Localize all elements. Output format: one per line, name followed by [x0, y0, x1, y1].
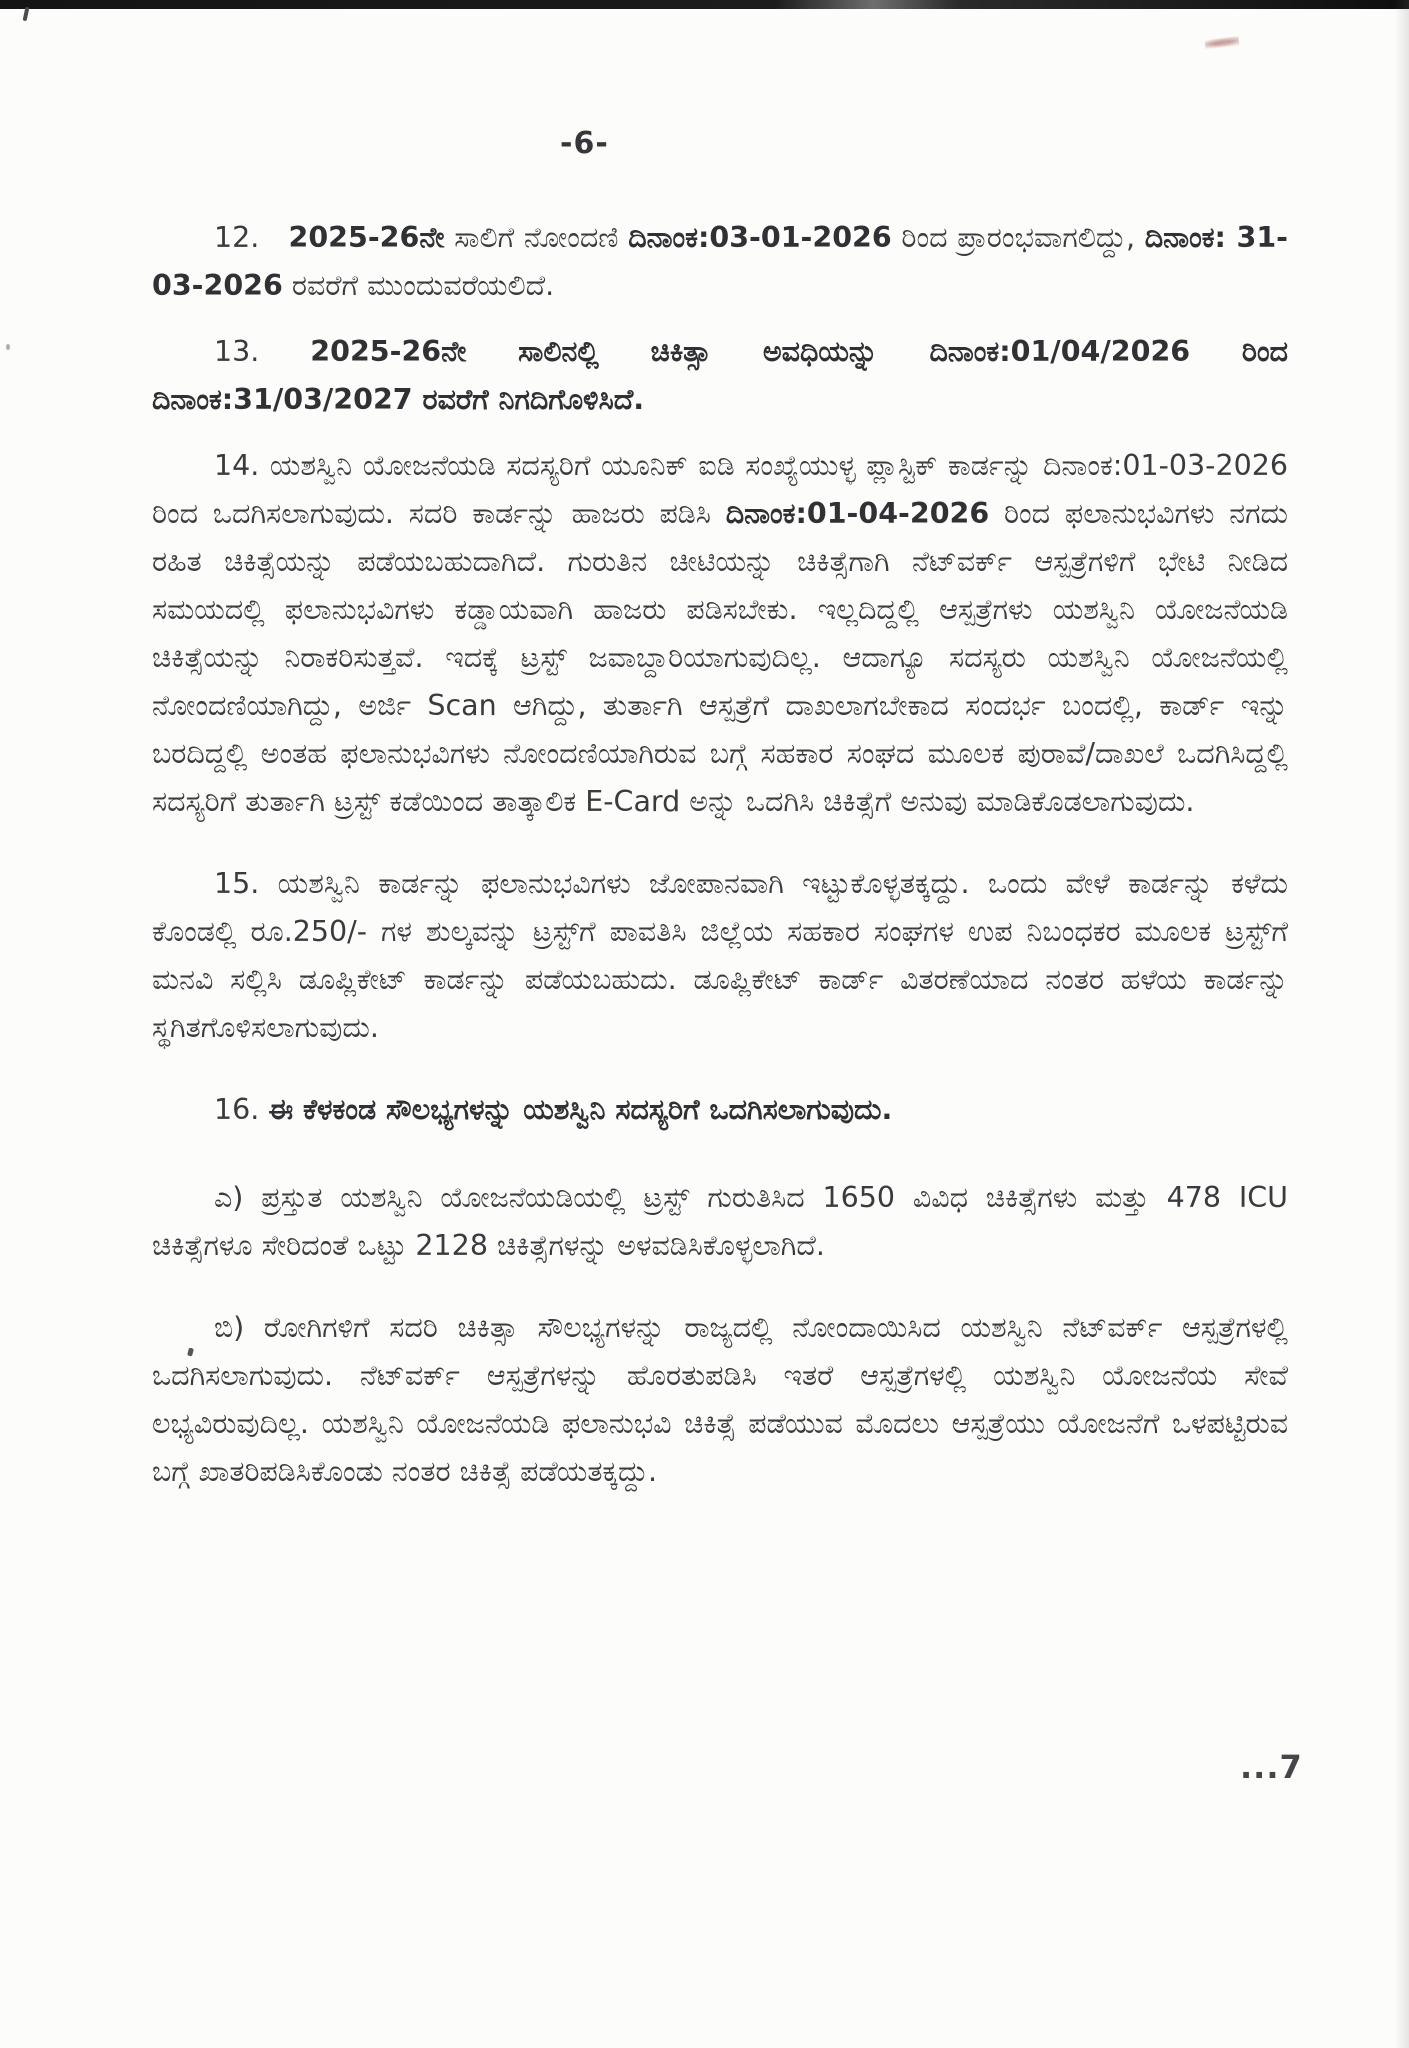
- paragraph-12-number: 12.: [214, 221, 260, 254]
- list-item-a: [152, 1174, 1288, 1270]
- paragraph-12-text: ರಿಂದ ಪ್ರಾರಂಭವಾಗಲಿದ್ದು,: [891, 221, 1145, 254]
- registration-end-date: ದಿನಾಂಕ: 31-03-2026: [152, 221, 1289, 302]
- list-item-b: [152, 1304, 1288, 1496]
- paragraph-12-text: ಸಾಲಿಗೆ ನೋಂದಣಿ: [444, 221, 629, 254]
- ink-smudge-artifact: [1205, 36, 1240, 49]
- paragraph-16-number: 16.: [214, 1093, 260, 1126]
- registration-start-date: ದಿನಾಂಕ:03-01-2026: [628, 221, 892, 254]
- margin-speck-artifact: [6, 344, 10, 350]
- paragraph-16-heading: [152, 1086, 1288, 1134]
- document-body: [152, 214, 1288, 1514]
- paragraph-12-text: ರವರೆಗೆ ಮುಂದುವರೆಯಲಿದೆ.: [282, 269, 555, 302]
- paragraph-12-year: 2025-26ನೇ: [288, 221, 445, 254]
- scanner-edge-artifact: [0, 0, 1409, 9]
- list-item-b-text: ಬಿ) ರೋಗಿಗಳಿಗೆ ಸದರಿ ಚಿಕಿತ್ಸಾ ಸೌಲಭ್ಯಗಳನ್ನು ರಾಜ್ಯದಲ್ಲಿ ನೋಂದಾಯಿಸಿದ ಯಶಸ್ವಿನಿ ನೆಟ್‌ವರ್ಕ್ ಆಸ್ಪತ್ರೆಗಳಲ್ಲಿ ಒದಗಿಸಲಾಗುವುದು. ನೆಟ್‌ವರ್ಕ್ ಆಸ್ಪತ್ರೆಗಳನ್ನು ಹೊರತುಪಡಿಸಿ ಇತರೆ ಆಸ್ಪತ್ರೆಗಳಲ್ಲಿ ಯಶಸ್ವಿನಿ ಯೋಜನೆಯ ಸೇವೆ ಲಭ್ಯವಿರುವುದಿಲ್ಲ. ಯಶಸ್ವಿನಿ ಯೋಜನೆಯಡಿ ಫಲಾನುಭವಿ ಚಿಕಿತ್ಸೆ ಪಡೆಯುವ ಮೊದಲು ಆಸ್ಪತ್ರೆಯು ಯೋಜನೆಗೆ ಒಳಪಟ್ಟಿರುವ ಬಗ್ಗೆ ಖಾತರಿಪಡಿಸಿಕೊಂಡು ನಂತರ ಚಿಕಿತ್ಸೆ ಪಡೆಯತಕ್ಕದ್ದು.: [152, 1311, 1288, 1488]
- list-item-a-text: ಎ) ಪ್ರಸ್ತುತ ಯಶಸ್ವಿನಿ ಯೋಜನೆಯಡಿಯಲ್ಲಿ ಟ್ರಸ್ಟ್ ಗುರುತಿಸಿದ 1650 ವಿವಿಧ ಚಿಕಿತ್ಸೆಗಳು ಮತ್ತು 478 ICU ಚಿಕಿತ್ಸೆಗಳೂ ಸೇರಿದಂತೆ ಒಟ್ಟು 2128 ಚಿಕಿತ್ಸೆಗಳನ್ನು ಅಳವಡಿಸಿಕೊಳ್ಳಲಾಗಿದೆ.: [152, 1181, 1288, 1262]
- paragraph-15-text: 15. ಯಶಸ್ವಿನಿ ಕಾರ್ಡನ್ನು ಫಲಾನುಭವಿಗಳು ಜೋಪಾನವಾಗಿ ಇಟ್ಟುಕೊಳ್ಳತಕ್ಕದ್ದು. ಒಂದು ವೇಳೆ ಕಾರ್ಡನ್ನು ಕಳೆದು ಕೊಂಡಲ್ಲಿ ರೂ.250/- ಗಳ ಶುಲ್ಕವನ್ನು ಟ್ರಸ್ಟ್‌ಗೆ ಪಾವತಿಸಿ ಜಿಲ್ಲೆಯ ಸಹಕಾರ ಸಂಘಗಳ ಉಪ ನಿಬಂಧಕರ ಮೂಲಕ ಟ್ರಸ್ಟ್‌ಗೆ ಮನವಿ ಸಲ್ಲಿಸಿ ಡೂಪ್ಲಿಕೇಟ್ ಕಾರ್ಡನ್ನು ಪಡೆಯಬಹುದು. ಡೂಪ್ಲಿಕೇಟ್ ಕಾರ್ಡ್ ವಿತರಣೆಯಾದ ನಂತರ ಹಳೆಯ ಕಾರ್ಡನ್ನು ಸ್ಥಗಿತಗೊಳಿಸಲಾಗುವುದು.: [152, 867, 1288, 1044]
- paragraph-15: [152, 860, 1288, 1052]
- paragraph-14-text: 14. ಯಶಸ್ವಿನಿ ಯೋಜನೆಯಡಿ ಸದಸ್ಯರಿಗೆ ಯೂನಿಕ್ ಐಡಿ ಸಂಖ್ಯೆಯುಳ್ಳ ಪ್ಲಾಸ್ಟಿಕ್ ಕಾರ್ಡನ್ನು ದಿನಾಂಕ:01-03-2026 ರಿಂದ ಒದಗಿಸಲಾಗುವುದು. ಸದರಿ ಕಾರ್ಡನ್ನು ಹಾಜರು ಪಡಿಸಿ: [152, 449, 1288, 530]
- page-edge-shadow: [1395, 0, 1409, 2048]
- paragraph-14: [152, 442, 1288, 826]
- paragraph-12: [152, 214, 1288, 310]
- paragraph-14-text: ರಿಂದ ಫಲಾನುಭವಿಗಳು ನಗದು ರಹಿತ ಚಿಕಿತ್ಸೆಯನ್ನು ಪಡೆಯಬಹುದಾಗಿದೆ. ಗುರುತಿನ ಚೀಟಿಯನ್ನು ಚಿಕಿತ್ಸೆಗಾಗಿ ನೆಟ್‌ವರ್ಕ್ ಆಸ್ಪತ್ರೆಗಳಿಗೆ ಭೇಟಿ ನೀಡಿದ ಸಮಯದಲ್ಲಿ ಫಲಾನುಭವಿಗಳು ಕಡ್ಡಾಯವಾಗಿ ಹಾಜರು ಪಡಿಸಬೇಕು. ಇಲ್ಲದಿದ್ದಲ್ಲಿ ಆಸ್ಪತ್ರೆಗಳು ಯಶಸ್ವಿನಿ ಯೋಜನೆಯಡಿ ಚಿಕಿತ್ಸೆಯನ್ನು ನಿರಾಕರಿಸುತ್ತವೆ. ಇದಕ್ಕೆ ಟ್ರಸ್ಟ್ ಜವಾಬ್ದಾರಿಯಾಗುವುದಿಲ್ಲ. ಆದಾಗ್ಯೂ ಸದಸ್ಯರು ಯಶಸ್ವಿನಿ ಯೋಜನೆಯಲ್ಲಿ ನೋಂದಣಿಯಾಗಿದ್ದು, ಅರ್ಜಿ Scan ಆಗಿದ್ದು, ತುರ್ತಾಗಿ ಆಸ್ಪತ್ರೆಗೆ ದಾಖಲಾಗಬೇಕಾದ ಸಂದರ್ಭ ಬಂದಲ್ಲಿ, ಕಾರ್ಡ್ ಇನ್ನು ಬರದಿದ್ದಲ್ಲಿ ಅಂತಹ ಫಲಾನುಭವಿಗಳು ನೋಂದಣಿಯಾಗಿರುವ ಬಗ್ಗೆ ಸಹಕಾರ ಸಂಘದ ಮೂಲಕ ಪುರಾವೆ/ದಾಖಲೆ ಒದಗಿಸಿದ್ದಲ್ಲಿ ಸದಸ್ಯರಿಗೆ ತುರ್ತಾಗಿ ಟ್ರಸ್ಟ್ ಕಡೆಯಿಂದ ತಾತ್ಕಾಲಿಕ E-Card ಅನ್ನು ಒದಗಿಸಿ ಚಿಕಿತ್ಸೆಗೆ ಅನುವು ಮಾಡಿಕೊಡಲಾಗುವುದು.: [152, 497, 1288, 818]
- paragraph-13: [152, 328, 1288, 424]
- paragraph-13-number: 13.: [214, 335, 260, 368]
- paragraph-16-heading-text: ಈ ಕೆಳಕಂಡ ಸೌಲಭ್ಯಗಳನ್ನು ಯಶಸ್ವಿನಿ ಸದಸ್ಯರಿಗೆ ಒದಗಿಸಲಾಗುವುದು.: [268, 1093, 893, 1126]
- next-page-indicator: ...7: [1240, 1748, 1303, 1786]
- page-number: -6-: [560, 126, 609, 161]
- cashless-start-date: ದಿನಾಂಕ:01-04-2026: [725, 497, 990, 530]
- paragraph-13-text: 2025-26ನೇ ಸಾಲಿನಲ್ಲಿ ಚಿಕಿತ್ಸಾ ಅವಧಿಯನ್ನು ದಿನಾಂಕ:01/04/2026 ರಿಂದ ದಿನಾಂಕ:31/03/2027 ರವರೆಗೆ ನಿಗದಿಗೊಳಿಸಿದೆ.: [152, 335, 1289, 416]
